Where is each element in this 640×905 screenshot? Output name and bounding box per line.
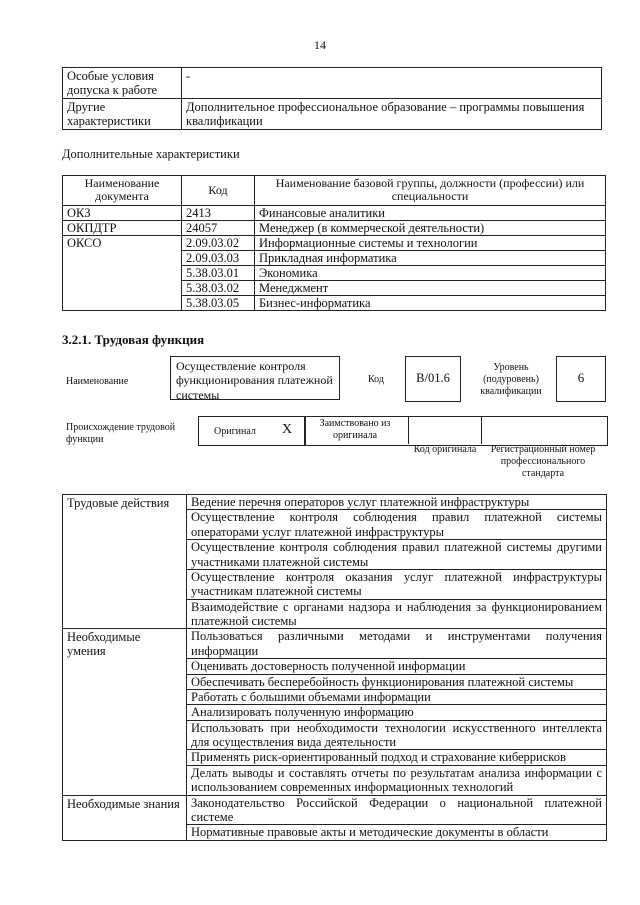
table-row [63, 99, 602, 130]
table-row [63, 795, 607, 825]
row-label-knowledge: Необходимые знания [63, 795, 187, 840]
list-item: Анализировать полученную информацию [187, 705, 607, 720]
table-row [63, 235, 606, 250]
qualification-level-box: 6 [556, 356, 606, 402]
list-item: Нормативные правовые акты и методические документы в области [187, 825, 607, 840]
table-row [63, 68, 602, 99]
cell-code: 24057 [182, 220, 255, 235]
list-item: Работать с большими объемами информации [187, 689, 607, 704]
cell-code: 5.38.03.02 [182, 280, 255, 295]
cell-name: Экономика [255, 265, 606, 280]
list-item: Пользоваться различными методами и инструментами получения информации [187, 629, 607, 659]
origin-label: Происхождение трудовой функции [66, 422, 176, 445]
cell-name: Финансовые аналитики [255, 205, 606, 220]
page-number: 14 [314, 38, 326, 52]
row-label: Другие характеристики [63, 99, 182, 130]
conditions-table [62, 67, 602, 130]
row-label-actions: Трудовые действия [63, 495, 187, 629]
row-value: - [182, 68, 602, 99]
column-header-name: Наименование базовой группы, должности (профессии) или специальности [255, 176, 606, 206]
labor-function-title: 3.2.1. Трудовая функция [62, 332, 205, 347]
original-label: Оригинал [214, 426, 256, 437]
registration-number-label: Регистрационный номер профессионального стандарта [490, 444, 596, 479]
list-item: Применять риск-ориентированный подход и страхование киберрисков [187, 750, 607, 765]
cell-code: 2.09.03.02 [182, 235, 255, 250]
cell-divider [481, 416, 482, 444]
cell-code: 5.38.03.05 [182, 295, 255, 310]
column-header-code: Код [182, 176, 255, 206]
code-original-label: Код оригинала [413, 444, 477, 455]
code-label: Код [368, 374, 384, 385]
table-row [63, 629, 607, 659]
list-item: Взаимодействие с органами надзора и наблюдения за функционированием платежной системы [187, 599, 607, 629]
list-item: Делать выводы и составлять отчеты по результатам анализа информации с использованием современных информационных технологий [187, 765, 607, 795]
extra-characteristics-table [62, 175, 606, 311]
list-item: Осуществление контроля соблюдения правил платежной системы другими участниками платежной системы [187, 540, 607, 570]
row-label-skills: Необходимые умения [63, 629, 187, 795]
cell-doc: ОКСО [63, 235, 182, 310]
qualification-level-label: Уровень (подуровень) квалификации [480, 362, 542, 397]
list-item: Ведение перечня операторов услуг платежной инфраструктуры [187, 495, 607, 510]
list-item: Оценивать достоверность полученной информации [187, 659, 607, 674]
table-header-row [63, 176, 606, 206]
cell-doc: ОКЗ [63, 205, 182, 220]
cell-name: Прикладная информатика [255, 250, 606, 265]
name-label: Наименование [66, 376, 129, 387]
row-value: Дополнительное профессиональное образование – программы повышения квалификации [182, 99, 602, 130]
extra-characteristics-heading: Дополнительные характеристики [62, 147, 240, 161]
list-item: Законодательство Российской Федерации о национальной платежной системе [187, 795, 607, 825]
cell-name: Менеджмент [255, 280, 606, 295]
table-row [63, 495, 607, 510]
function-name-box: Осуществление контроля функционирования платежной системы [170, 356, 340, 400]
function-code-box: B/01.6 [405, 356, 461, 402]
list-item: Осуществление контроля оказания услуг платежной инфраструктуры участникам платежной системы [187, 569, 607, 599]
cell-code: 2413 [182, 205, 255, 220]
cell-divider [408, 416, 409, 444]
row-label: Особые условия допуска к работе [63, 68, 182, 99]
cell-name: Информационные системы и технологии [255, 235, 606, 250]
borrowed-label: Заимствовано из оригинала [319, 418, 391, 441]
list-item: Обеспечивать бесперебойность функционирования платежной системы [187, 674, 607, 689]
cell-name: Бизнес-информатика [255, 295, 606, 310]
table-row [63, 220, 606, 235]
cell-doc: ОКПДТР [63, 220, 182, 235]
labor-function-table [62, 494, 607, 841]
original-mark: X [282, 422, 293, 437]
cell-name: Менеджер (в коммерческой деятельности) [255, 220, 606, 235]
cell-code: 2.09.03.03 [182, 250, 255, 265]
list-item: Осуществление контроля соблюдения правил платежной системы операторами услуг платежной инфраструктуры [187, 510, 607, 540]
cell-code: 5.38.03.01 [182, 265, 255, 280]
list-item: Использовать при необходимости технологии искусственного интеллекта для осуществления вида деятельности [187, 720, 607, 750]
column-header-document: Наименование документа [63, 176, 182, 206]
table-row [63, 205, 606, 220]
